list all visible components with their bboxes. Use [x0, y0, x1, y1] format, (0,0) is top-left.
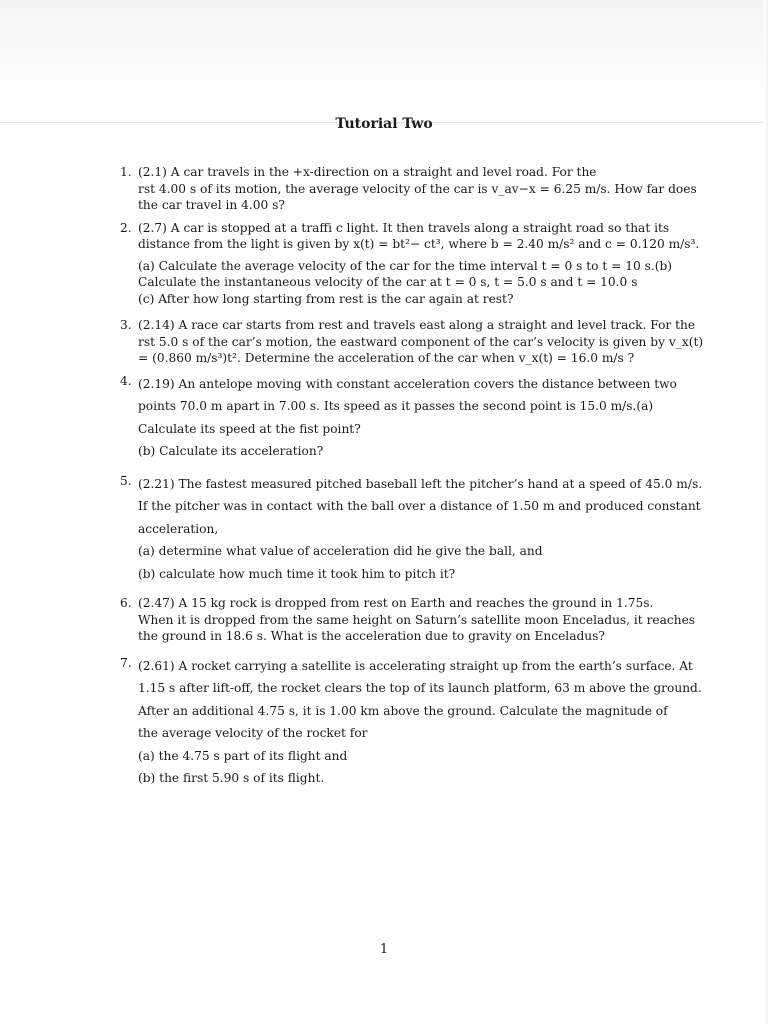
problem-text-line: Calculate its speed at the fist point? — [138, 421, 361, 436]
problem-text-line: the car travel in 4.00 s? — [138, 198, 285, 212]
problem-4 — [120, 373, 710, 463]
page-edge-shadow — [764, 0, 768, 1024]
problem-text-line: (2.47) A 15 kg rock is dropped from rest on Earth and reaches the ground in 1.75s. — [138, 596, 654, 610]
problem-text-line: (2.14) A race car starts from rest and travels east along a straight and level track. For the — [138, 318, 696, 332]
problem-text-line: (b) calculate how much time it took him to pitch it? — [138, 566, 456, 581]
problem-part-line: (a) Calculate the average velocity of the car for the time interval t = 0 s to t = 10 s.(b) — [138, 258, 673, 273]
problem-text-line: (2.7) A car is stopped at a traffi c light. It then travels along a straight road so that its — [138, 220, 670, 235]
problem-text-line: (b) the first 5.90 s of its flight. — [138, 771, 325, 785]
page-title: Tutorial Two — [335, 116, 433, 132]
problem-text-line: After an additional 4.75 s, it is 1.00 km above the ground. Calculate the magnitude of — [138, 703, 668, 718]
problem-number: 2. — [120, 220, 132, 235]
problem-2 — [120, 220, 710, 308]
problem-5 — [120, 473, 710, 586]
problem-number: 6. — [120, 596, 132, 610]
problem-text-line: If the pitcher was in contact with the ball over a distance of 1.50 m and produced constant — [138, 499, 701, 513]
problem-1 — [120, 164, 710, 214]
problem-text-line: (a) determine what value of acceleration did he give the ball, and — [138, 544, 543, 558]
problem-3 — [120, 317, 710, 367]
problem-text-line: (a) the 4.75 s part of its flight and — [138, 748, 348, 763]
problem-text-line: (2.61) A rocket carrying a satellite is accelerating straight up from the earth’s surface. At — [138, 658, 693, 673]
problem-number: 4. — [120, 373, 132, 388]
problem-text-line: distance from the light is given by x(t) = bt²− ct³, where b = 2.40 m/s² and c = 0.120 m/s³. — [138, 237, 700, 251]
problem-text-line: (2.21) The fastest measured pitched baseball left the pitcher’s hand at a speed of 45.0 m/s. — [138, 476, 703, 491]
problem-text-line: 1.15 s after lift-off, the rocket clears the top of its launch platform, 63 m above the ground. — [138, 681, 702, 695]
problem-text-line: points 70.0 m apart in 7.00 s. Its speed as it passes the second point is 15.0 m/s.(a) — [138, 399, 654, 413]
problem-text-line: acceleration, — [138, 521, 219, 536]
problem-part-line: (c) After how long starting from rest is the car again at rest? — [138, 291, 514, 306]
problem-text-line: the average velocity of the rocket for — [138, 726, 368, 740]
page-number: 1 — [379, 942, 389, 957]
problem-text-line: = (0.860 m/s³)t². Determine the acceleration of the car when v_x(t) = 16.0 m/s ? — [138, 351, 635, 365]
problem-list — [120, 164, 710, 790]
problem-6 — [120, 595, 710, 645]
problem-text-line: When it is dropped from the same height on Saturn’s satellite moon Enceladus, it reaches — [138, 612, 696, 627]
problem-number: 1. — [120, 165, 132, 179]
problem-text-line: (b) Calculate its acceleration? — [138, 444, 324, 458]
problem-number: 3. — [120, 318, 132, 332]
problem-text-line: rst 4.00 s of its motion, the average velocity of the car is v_av−x = 6.25 m/s. How far does — [138, 181, 697, 196]
problem-text-line: (2.19) An antelope moving with constant acceleration covers the distance between two — [138, 376, 677, 391]
problem-7 — [120, 655, 710, 790]
problem-text-line: the ground in 18.6 s. What is the acceleration due to gravity on Enceladus? — [138, 629, 605, 643]
problem-number: 7. — [120, 655, 132, 670]
problem-text-line: rst 5.0 s of the car’s motion, the eastward component of the car’s velocity is given by v_x(t) — [138, 334, 704, 349]
problem-number: 5. — [120, 473, 132, 488]
problem-part-line: Calculate the instantaneous velocity of the car at t = 0 s, t = 5.0 s and t = 10.0 s — [138, 275, 638, 289]
problem-text-line: (2.1) A car travels in the +x-direction on a straight and level road. For the — [138, 165, 597, 179]
